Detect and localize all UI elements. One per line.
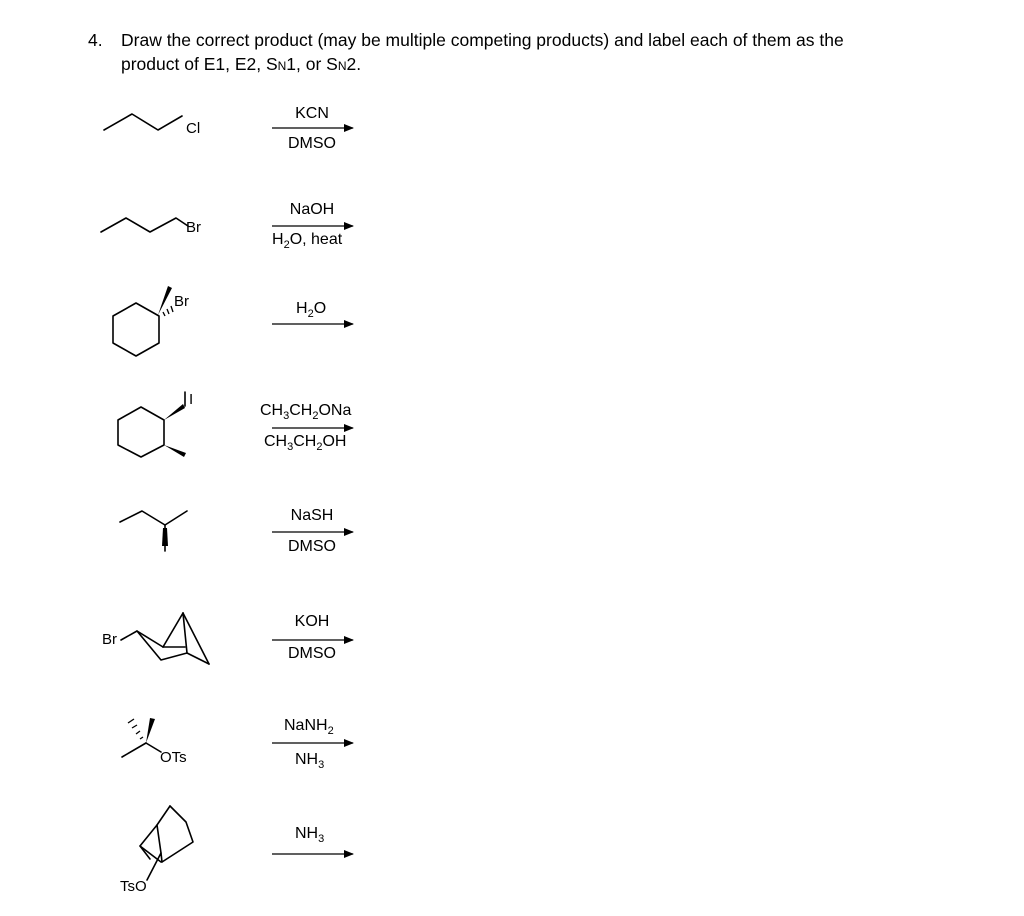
question-line-2: product of E1, E2, SN1, or SN2.	[121, 54, 362, 74]
reagent-4-above: $CH_3CH_2ONa$	[260, 402, 352, 422]
reaction-8	[120, 806, 353, 895]
reaction-6	[102, 613, 353, 664]
reaction-4	[118, 391, 353, 457]
reactant-3-label: Br	[174, 293, 189, 310]
wedge-bond-7	[146, 718, 155, 743]
question-number: 4.	[88, 30, 103, 50]
reactant-2-label: Br	[186, 219, 201, 236]
reagent-2-below: $H_2O$, heat	[272, 231, 343, 251]
reactant-1-1-chlorobutane	[104, 114, 200, 137]
reagent-5-above: NaSH	[290, 507, 334, 524]
reagent-1-above: KCN	[295, 105, 329, 122]
reagent-5-below: DMSO	[288, 538, 336, 555]
reagent-7-above: NaNH$_2$	[284, 717, 334, 737]
reagent-8-above: $NH_3$	[295, 825, 325, 845]
reagent-2-above: NaOH	[289, 201, 335, 218]
wedge-bond-methyl	[158, 286, 172, 315]
reaction-7	[122, 717, 353, 771]
wedge-bond-methyl-2	[164, 445, 186, 457]
reaction-3	[113, 286, 353, 356]
reaction-5	[120, 507, 353, 555]
reaction-1	[104, 105, 353, 152]
reactant-6-label: Br	[102, 631, 117, 648]
wedge-bond-5	[162, 528, 168, 546]
reactant-8-label: TsO	[120, 878, 147, 895]
reactant-8-bicyclooctyl-tosylate	[120, 806, 193, 895]
reactant-1-label: Cl	[186, 120, 201, 137]
reactant-2-1-bromobutane	[101, 218, 201, 236]
reactant-5-branched-alkane	[120, 511, 187, 551]
reagent-3-above: $H_2O$	[296, 300, 327, 320]
reagent-4-below: $CH_3CH_2OH$	[264, 433, 347, 453]
reactant-6-bicyclic-bromide	[102, 613, 209, 664]
reagent-7-below: $NH_3$	[295, 751, 325, 771]
reaction-2	[101, 201, 353, 251]
reagent-6-below: DMSO	[288, 645, 336, 662]
reactant-4-iodo-methylcyclohexane	[118, 391, 193, 457]
reagent-1-below: DMSO	[288, 135, 336, 152]
reactant-7-label: OTs	[160, 749, 187, 766]
reactant-3-bromocyclohexane	[113, 286, 189, 356]
reactant-7-tosylate	[122, 718, 187, 766]
reagent-6-above: KOH	[294, 613, 330, 630]
wedge-bond-iodo	[164, 404, 185, 420]
reactant-4-label: I	[189, 391, 194, 408]
question-line-1: Draw the correct product (may be multiple competing products) and label each of them as the	[121, 30, 844, 50]
